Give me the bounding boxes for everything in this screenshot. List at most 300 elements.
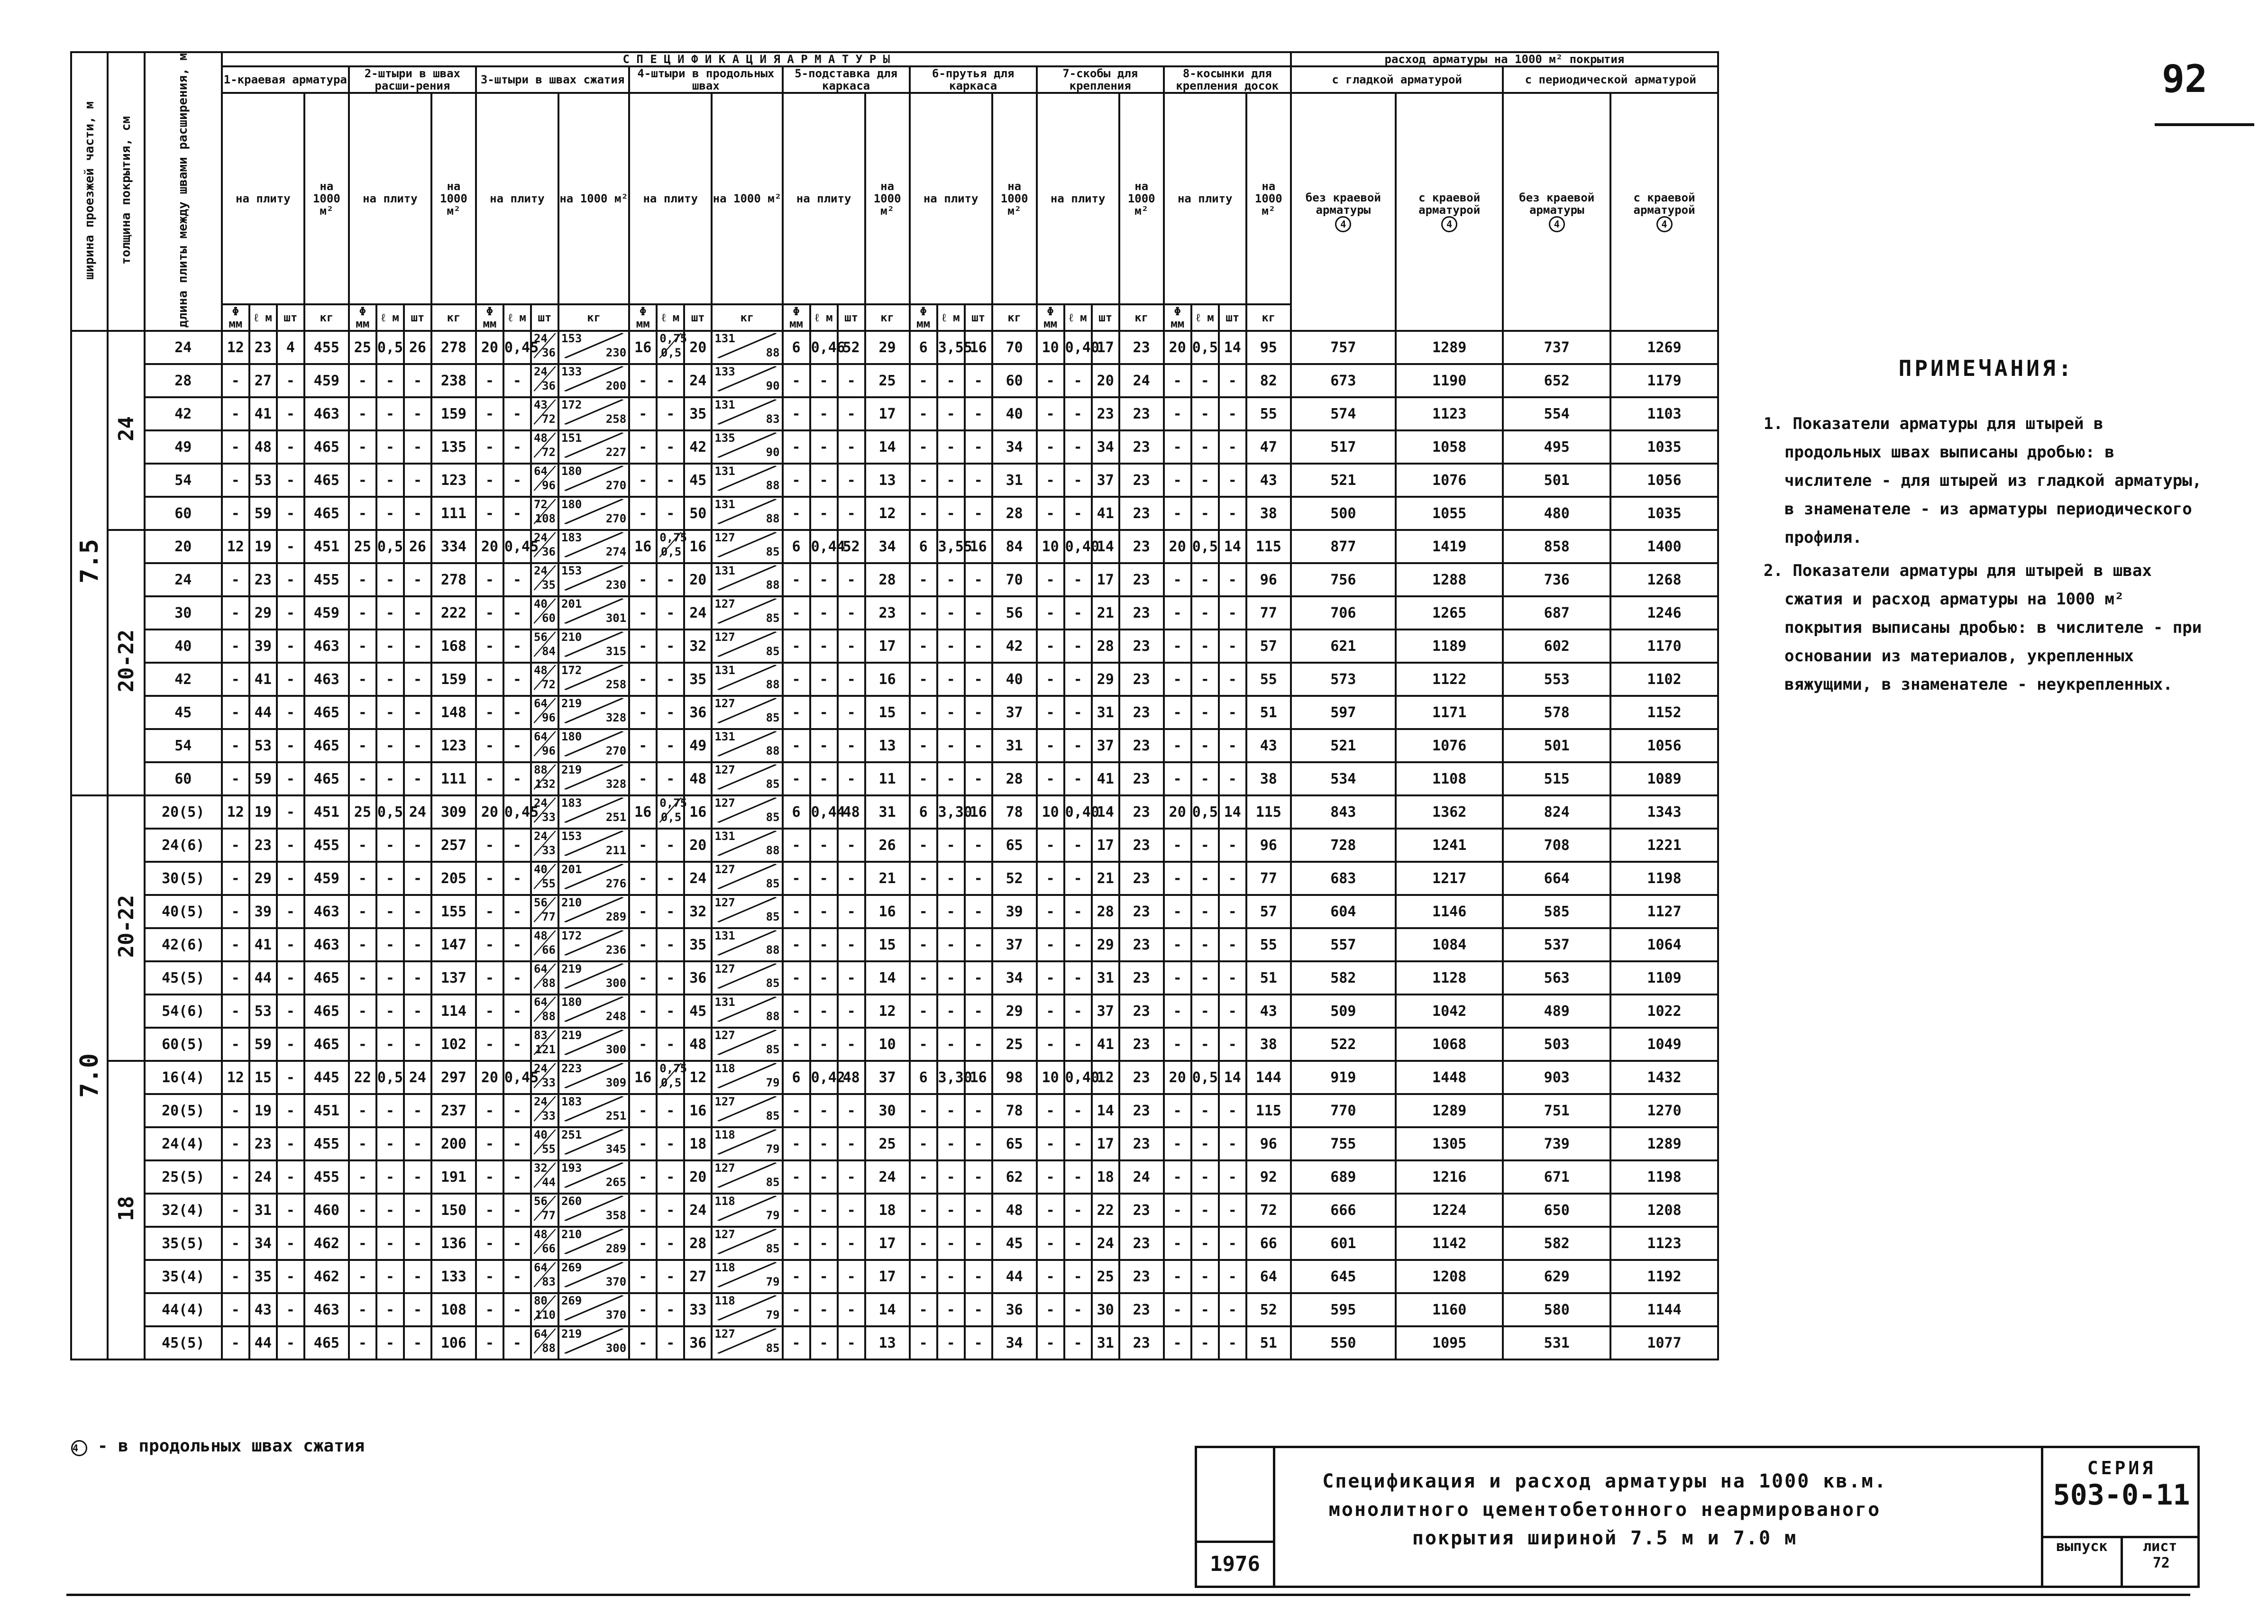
cell-value-text: 1208 [1647,1202,1682,1219]
fraction [713,531,781,558]
cell-value [1037,1127,1064,1160]
fraction-cell [531,1094,558,1127]
denominator: 77 [542,910,556,924]
cell-value [249,563,277,596]
fraction [559,863,628,890]
denominator: 270 [605,479,627,493]
numerator: 127 [714,863,735,876]
cell-value [1396,497,1503,530]
cell-value [783,1227,810,1260]
cell-value-text: 1190 [1432,372,1467,389]
fraction [559,1062,628,1089]
cell-value [376,530,404,563]
cell-value-text: - [974,1003,983,1020]
cell-value-text: 6 [792,803,801,821]
cell-value [277,364,304,397]
fraction-cell [531,1028,558,1061]
cell-value [684,1260,712,1293]
cell-length [145,1260,222,1293]
cell-value [810,829,838,862]
cell-value [476,696,503,729]
fraction [713,498,781,525]
cell-value-text: 29 [878,339,896,356]
cell-value [349,331,376,364]
cell-value [1092,663,1119,696]
cell-value-text: - [919,936,928,953]
cell-value-text: 23 [1133,538,1150,555]
cell-value [1291,1094,1396,1127]
cell-value-text: 59 [254,770,272,787]
cell-value-text: - [385,638,394,655]
cell-value-text: 205 [440,870,466,887]
cell-value [992,430,1037,464]
cell-value-text: 1056 [1647,737,1682,754]
cell-value [965,1293,992,1326]
cell-value [277,630,304,663]
cell-value-text: - [1173,969,1182,986]
numerator: 153 [561,564,582,578]
fraction [559,630,628,658]
cell-value-text: - [666,837,675,854]
cell-value [965,1160,992,1194]
cell-value-text: 6 [792,339,801,356]
cell-value-text: 650 [1544,1202,1570,1219]
cell-value-text: - [974,704,983,721]
cell-value-text: - [231,1235,240,1252]
cell-value [1219,663,1246,696]
cell-value-text: - [919,903,928,920]
cell-value [1064,795,1099,829]
cell-value [404,464,431,497]
cell-value-text: 14 [1224,339,1241,356]
cell-value-text: - [1173,770,1182,787]
header-unit-l [937,304,965,331]
cell-value [476,961,503,994]
fraction-cell [712,331,782,364]
cell-value-text: - [1073,1036,1082,1053]
numerator: 131 [714,929,735,943]
numerator: 127 [714,1327,735,1341]
header-no-edge-text: без краевой арматуры [1519,191,1595,217]
cell-value-text: - [1046,1235,1055,1252]
cell-value [657,1260,684,1293]
cell-value-text: 25 [878,1135,896,1152]
cell-value [277,1227,304,1260]
cell-value-text: - [666,472,675,489]
cell-value-text: 43 [1260,737,1277,754]
cell-value-text: - [231,837,240,854]
cell-length [145,464,222,497]
cell-value-text: 1123 [1432,405,1467,422]
cell-value-text: - [385,1301,394,1318]
cell-value [1219,331,1246,364]
cell-value-text: 455 [313,571,339,588]
cell-value [1191,762,1219,795]
cell-value-text: - [919,1202,928,1219]
cell-value-text: - [847,936,856,953]
cell-value [1064,331,1099,364]
cell-value [376,1227,404,1260]
cell-value-text: - [639,1036,648,1053]
cell-value [1610,663,1718,696]
cell-length [145,596,222,630]
cell-value-text: 20 [481,538,498,555]
cell-value-text: 42 [1006,638,1023,655]
cell-value [910,1293,937,1326]
cell-value-text: 24 [409,1069,426,1086]
cell-value [222,1260,249,1293]
cell-value [657,364,684,397]
cell-value-text: - [385,472,394,489]
cell-value-text: 1289 [1432,1102,1467,1119]
cell-value [1246,331,1291,364]
cell-value [1064,696,1092,729]
cell-value [503,1028,531,1061]
cell-value [1396,1127,1503,1160]
cell-value-text: - [512,1036,521,1053]
cell-value [1037,397,1064,430]
cell-value-text: - [819,936,828,953]
cell-value-text: 20 [689,571,707,588]
note-item-2: 2. Показатели арматуры для штырей в швах сжатия и расход арматуры на 1000 м² покрытия выписаны дробью: в числителе - при основании из материалов, укрепленных вяжущими, в знаменателе - неукрепленных. [1764,561,2202,694]
cell-value-text: - [1046,638,1055,655]
cell-value-text: - [847,969,856,986]
cell-value [1164,961,1191,994]
cell-width-text: 7.0 [75,1053,104,1098]
cell-value [1246,696,1291,729]
fraction-cell [657,530,687,563]
cell-value-text: - [666,638,675,655]
cell-value-text: 465 [313,770,339,787]
fraction [559,431,628,459]
denominator: 35 [542,578,556,592]
fraction-cell [712,795,782,829]
denominator: 88 [766,744,780,758]
cell-value [783,729,810,762]
cell-value-text: 133 [440,1268,466,1285]
cell-value [965,994,992,1028]
cell-value-text: - [1228,837,1237,854]
cell-value [1246,829,1291,862]
cell-value-text: - [946,1334,955,1351]
cell-value-text: 257 [440,837,466,854]
cell-value [222,1194,249,1227]
cell-value [1119,762,1164,795]
fraction-cell [531,762,558,795]
cell-value [1219,829,1246,862]
cell-value-text: - [974,737,983,754]
cell-value-text: 44 [254,704,272,721]
cell-value-text: - [946,870,955,887]
cell-value [222,762,249,795]
cell-value-text: - [1228,903,1237,920]
cell-value [910,1260,937,1293]
cell-value [304,430,349,464]
cell-value [783,563,810,596]
table-row [71,994,1718,1028]
cell-value [249,1260,277,1293]
numerator: 219 [561,1327,582,1341]
fraction [713,1195,781,1222]
cell-value-text: - [1073,1301,1082,1318]
cell-value-text: 38 [1260,505,1277,522]
fraction [713,962,781,990]
cell-value-text: 601 [1330,1235,1356,1252]
cell-value [965,1260,992,1293]
cell-value [1119,397,1164,430]
cell-value-text: 23 [1133,1202,1150,1219]
cell-value [349,1127,376,1160]
cell-value-text: - [1046,1334,1055,1351]
fraction-cell [531,563,558,596]
header-per-plate-text: на плиту [1177,192,1233,206]
cell-value-text: - [974,505,983,522]
cell-value [1503,1293,1610,1326]
cell-value [865,1260,910,1293]
cell-value-text: - [1046,1036,1055,1053]
cell-value-text: - [792,870,801,887]
cell-value-text: - [946,438,955,456]
cell-value-text: - [512,1135,521,1152]
cell-value-text: - [358,936,367,953]
cell-value-text: - [286,1168,295,1186]
cell-value-text: - [1228,1135,1237,1152]
cell-value [1396,596,1503,630]
fraction [559,597,628,625]
cell-value [865,563,910,596]
cell-value [1291,762,1396,795]
header-group-1-text: 1-краевая арматура [223,73,347,86]
cell-value [1092,829,1119,862]
cell-value-text: - [1046,1168,1055,1186]
cell-value [503,1227,531,1260]
cell-value [1291,795,1396,829]
denominator: 270 [605,744,627,758]
header-per-1000 [992,93,1037,304]
cell-value-text: 16 [689,1102,707,1119]
cell-value [376,961,404,994]
cell-value-text: - [919,638,928,655]
cell-value [1219,994,1246,1028]
cell-value-text: 843 [1330,803,1356,821]
cell-value-text: 278 [440,571,466,588]
cell-value [1610,729,1718,762]
cell-value [1246,895,1291,928]
fraction [559,962,628,990]
fraction-cell [531,1227,558,1260]
numerator: 223 [561,1062,582,1076]
cell-value [910,1194,937,1227]
cell-length-text: 45(5) [162,969,205,986]
cell-value [404,795,431,829]
cell-value [1503,497,1610,530]
cell-value [937,895,965,928]
cell-value [1092,563,1119,596]
cell-value-text: 480 [1544,505,1570,522]
cell-value-text: - [1173,903,1182,920]
fraction-cell [657,795,687,829]
header-unit-phi [629,304,657,331]
cell-value [249,1293,277,1326]
cell-value-text: 455 [313,1168,339,1186]
cell-value-text: - [1073,737,1082,754]
fraction [559,1095,628,1122]
cell-value-text: - [512,1235,521,1252]
cell-value [1291,1061,1396,1094]
cell-value [1092,1260,1119,1293]
cell-value-text: 23 [1133,936,1150,953]
cell-value-text: 706 [1330,604,1356,621]
denominator: 55 [542,1142,556,1156]
cell-value-text: - [792,1268,801,1285]
cell-value-text: 77 [1260,604,1277,621]
cell-value-text: - [847,903,856,920]
cell-value-text: - [1228,704,1237,721]
cell-value-text: 34 [1006,969,1023,986]
cell-value [1119,1061,1164,1094]
fraction-cell [531,1061,558,1094]
denominator: 309 [605,1076,627,1090]
cell-value-text: 550 [1330,1334,1356,1351]
cell-value [431,829,476,862]
cell-value [937,795,972,829]
table-row [71,696,1718,729]
cell-value [1119,862,1164,895]
cell-value-text: - [1073,704,1082,721]
cell-value [810,1260,838,1293]
cell-value [349,1194,376,1227]
cell-value-text: - [819,837,828,854]
cell-value-text: - [974,1102,983,1119]
numerator: 48 [533,431,548,445]
cell-value-text: 1179 [1647,372,1682,389]
cell-value-text: - [1228,969,1237,986]
fraction-cell [712,464,782,497]
cell-value [1064,364,1092,397]
cell-value-text: 309 [440,803,466,821]
cell-value-text: 15 [254,1069,272,1086]
cell-value [1610,1127,1718,1160]
numerator: 56 [533,630,548,644]
cell-value-text: 41 [254,936,272,953]
cell-value-text: - [385,438,394,456]
cell-value-text: 52 [1006,870,1023,887]
cell-value-text: - [1073,1235,1082,1252]
cell-value-text: 1419 [1432,538,1467,555]
cell-value [684,331,712,364]
fraction [532,763,558,791]
cell-value-text: - [231,1102,240,1119]
cell-value-text: - [847,671,856,688]
cell-value [1064,1127,1092,1160]
cell-value-text: 23 [1133,770,1150,787]
cell-value [249,364,277,397]
cell-value-text: - [639,438,648,456]
cell-value-text: - [1046,571,1055,588]
header-per-plate [222,93,304,304]
cell-value-text: 37 [1006,936,1023,953]
cell-value [277,1061,304,1094]
cell-value-text: - [919,472,928,489]
cell-value-text: 1192 [1647,1268,1682,1285]
cell-value [865,1094,910,1127]
cell-value-text: 557 [1330,936,1356,953]
cell-value [1037,331,1064,364]
cell-value [1064,497,1092,530]
fraction-cell [712,696,782,729]
cell-value-text: - [1046,737,1055,754]
cell-value-text: 0,5 [1192,803,1218,821]
cell-value-text: 31 [1006,472,1023,489]
cell-value-text: - [974,1235,983,1252]
cell-value-text: 0,45 [504,339,539,356]
cell-thickness-text: 20-22 [114,629,138,693]
cell-value [684,497,712,530]
cell-value [1037,1061,1064,1094]
cell-value [1119,895,1164,928]
fraction-cell [558,1094,629,1127]
cell-value-text: - [413,1301,422,1318]
cell-value [1503,696,1610,729]
cell-value-text: - [847,405,856,422]
cell-value-text: 534 [1330,770,1356,787]
cell-value [431,729,476,762]
cell-value-text: - [974,405,983,422]
cell-value [1503,1028,1610,1061]
denominator: 77 [542,1209,556,1223]
fraction-cell [531,331,558,364]
cell-value-text: 4 [286,339,295,356]
cell-value [304,1094,349,1127]
cell-value [376,397,404,430]
cell-value [1503,1094,1610,1127]
cell-value-text: 41 [1097,1036,1114,1053]
cell-value-text: 903 [1544,1069,1570,1086]
cell-value-text: - [385,1135,394,1152]
cell-value-text: - [512,903,521,920]
cell-value [249,1326,277,1359]
cell-value [1037,1094,1064,1127]
cell-value [222,663,249,696]
cell-value [1164,430,1191,464]
cell-value-text: 451 [313,538,339,555]
cell-length-text: 49 [174,438,192,456]
cell-value [910,364,937,397]
cell-value-text: 465 [313,438,339,456]
table-row [71,961,1718,994]
cell-value-text: - [919,1334,928,1351]
cell-value [865,1160,910,1194]
cell-value [1064,1061,1099,1094]
cell-value [349,563,376,596]
cell-value-text: 17 [1097,1135,1114,1152]
cell-value [304,331,349,364]
cell-value-text: - [358,1268,367,1285]
fraction-cell [712,1326,782,1359]
cell-value-text: 501 [1544,737,1570,754]
cell-value [783,464,810,497]
cell-value [1191,331,1219,364]
cell-value [503,862,531,895]
numerator: 32 [533,1161,548,1175]
cell-value [1064,1160,1092,1194]
cell-value [249,928,277,961]
fraction-cell [531,1194,558,1227]
cell-value-text: 66 [1260,1235,1277,1252]
cell-value-text: 463 [313,671,339,688]
fraction [559,830,628,857]
cell-value-text: 96 [1260,571,1277,588]
